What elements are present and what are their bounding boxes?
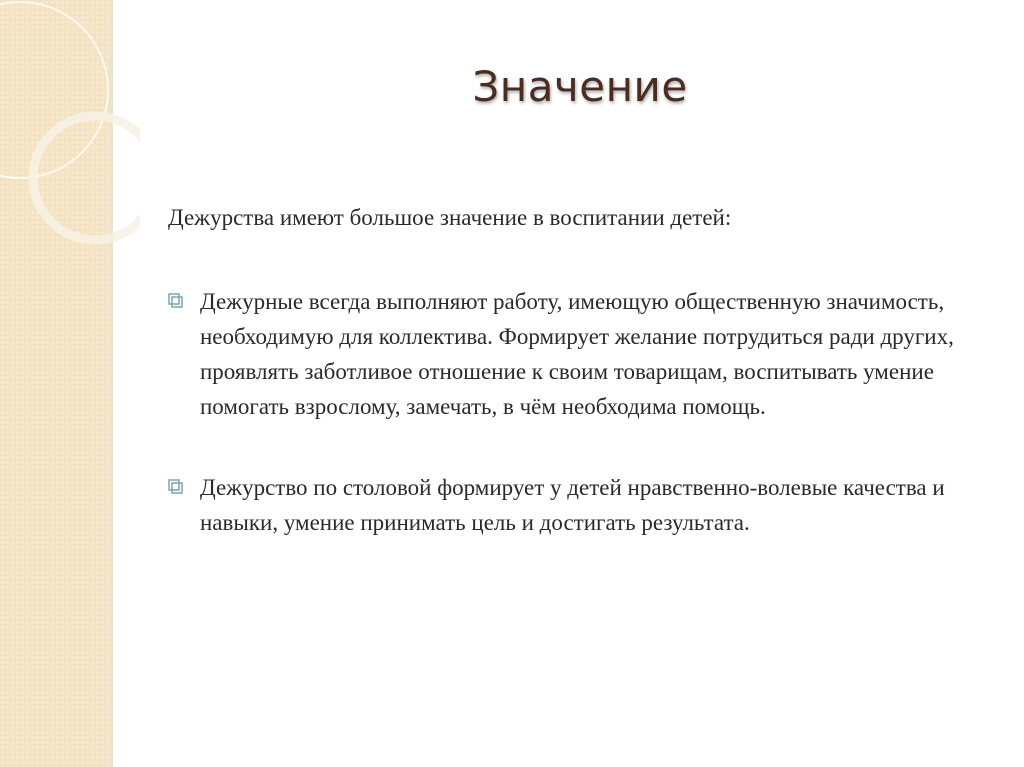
bullet-item [168, 470, 998, 540]
square-bullet-icon [168, 293, 183, 308]
intro-text: Дежурства имеют большое значение в воспитании детей: [168, 205, 732, 230]
bullet-item [168, 284, 998, 424]
decorative-rings [0, 0, 140, 260]
square-bullet-icon [168, 479, 183, 494]
bullet-text: Дежурство по столовой формирует у детей нравственно-волевые качества и навыки, умение принимать цель и достигать результата. [200, 475, 945, 535]
slide-content [168, 200, 998, 586]
slide-title: Значение [472, 62, 688, 111]
bullet-text: Дежурные всегда выполняют работу, имеющую общественную значимость, необходимую для коллектива. Формирует желание потрудиться ради других, проявлять заботливое отношение к своим товарищам, воспитывать умение помогать взрослому, замечать, в чём необходима помощь. [200, 289, 954, 419]
